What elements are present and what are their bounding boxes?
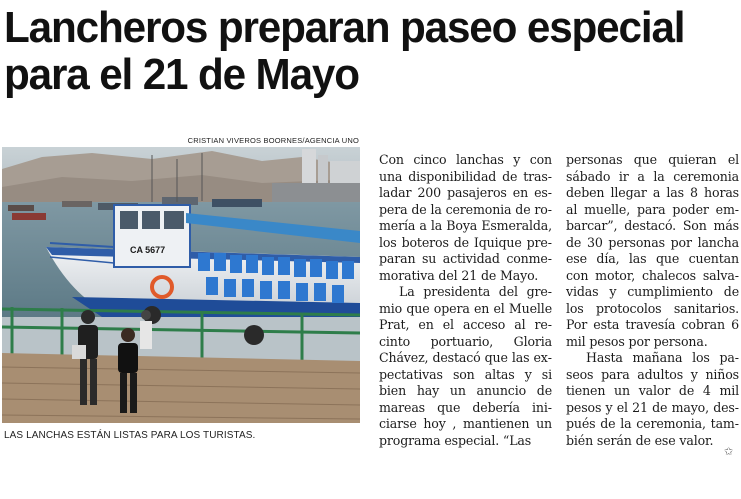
paragraph: personas que quieran el sábado ir a la ceremonia deben llegar a las 8 horas al muelle, para poder embarcar”, destacó. Son más de 30 personas por lancha ese día, las que cuentan con motor, chalecos salvavidas y cumplimiento de los protocolos sanitarios. Por esta travesía cobran 6 mil pesos por persona. — [566, 152, 739, 349]
paragraph: Hasta mañana los paseos para adultos y niños tienen un valor de 4 mil pesos y el 21 de mayo, después de la ceremonia, también serán de ese valor. — [566, 350, 739, 448]
headline: Lancheros preparan paseo especial para el 21 de Mayo — [4, 3, 685, 99]
article-column-1 — [379, 152, 552, 449]
paragraph: La presidenta del gremio que opera en el Muelle Prat, en el acceso al recinto portuario, Gloria Chávez, destacó que las expectativas son altas y si bien hay un anuncio de mareas que debería iniciarse hoy , mantienen un programa especial. “Las — [379, 284, 552, 448]
photo-credit: CRISTIAN VIVEROS BOORNES/AGENCIA UNO — [187, 136, 359, 145]
article-photo — [2, 147, 360, 423]
end-star-icon: ✩ — [724, 445, 734, 458]
paragraph: Con cinco lanchas y con una disponibilidad de trasladar 200 pasajeros en espera de la ceremonia de romería a la Boya Esmeralda, los boteros de Iquique preparan su actividad conmemorativa del 21 de Mayo. — [379, 152, 552, 283]
boat-registration: CA 5677 — [130, 245, 166, 255]
photo-caption: LAS LANCHAS ESTÁN LISTAS PARA LOS TURISTAS. — [4, 430, 256, 441]
article-column-2 — [566, 152, 739, 449]
